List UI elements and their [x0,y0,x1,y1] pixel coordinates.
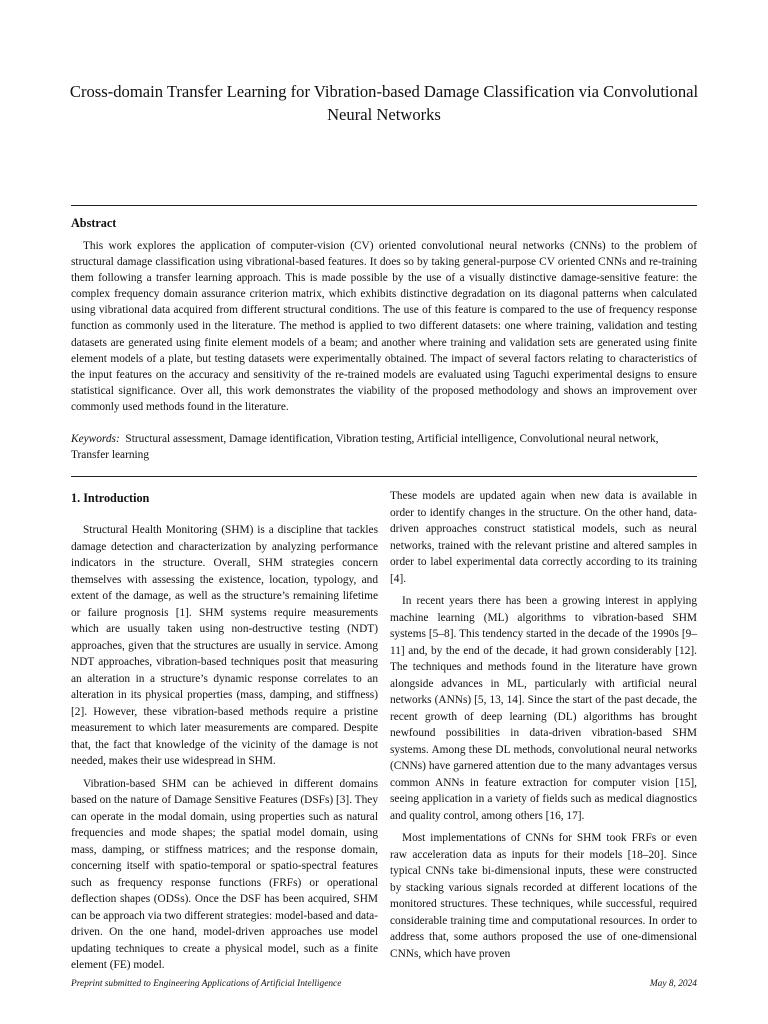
abstract-heading: Abstract [71,216,117,230]
left-column [71,488,378,980]
intro-paragraph-1: Structural Health Monitoring (SHM) is a discipline that tackles damage detection and characterization by analyzing performance indicators in the structure. Overall, SHM strategies concern themselves with assessing the existence, location, typology, and extent of the damage, as well as the structure’s remaining lifetime or failure prognosis [1]. SHM systems require measurements which are usually taken using non-destructive testing (NDT) approaches, given that the structures are usually in service. Among NDT approaches, vibration-based techniques posit that measuring an alteration in a structure’s dynamic response correlates to an alteration in its physical properties (mass, damping, and stiffness) [2]. However, these vibration-based methods require a pristine measurement to which later measurements are compared. Despite that, the fact that knowledge of the vicinity of the damage is not needed, makes their use widespread in SHM. [71,524,378,767]
intro-paragraph-3: These models are updated again when new data is available in order to identify changes in the structure. On the other hand, data-driven approaches construct statistical models, such as neural networks, trained with the relevant pristine and altered samples in order to label experimental data correctly according to its training [4]. [390,490,697,585]
top-divider [71,205,697,206]
right-column [390,488,697,968]
abstract-bottom-divider [71,476,697,477]
intro-paragraph-4: In recent years there has been a growing interest in applying machine learning (ML) algorithms to vibration-based SHM systems [5–8]. This tendency started in the decade of the 1990s [9–11] and, by the end of the decade, it had grown considerably [12]. The techniques and methods found in the literature have grown alongside advances in ML, particularly with artificial neural networks (ANNs) [5, 13, 14]. Since the start of the past decade, the recent growth of deep learning (DL) algorithms has brought newfound possibilities in data-driven vibration-based SHM systems. Among these DL methods, convolutional neural networks (CNNs) have garnered attention due to the many advantages versus common ANNs in feature extraction for computer vision [15], seeing application in a variety of fields such as medical diagnostics and quality control, among others [16, 17]. [390,595,697,822]
footer-date: May 8, 2024 [649,979,697,989]
keywords-block [71,431,697,463]
keywords-label: Keywords: [71,433,120,445]
section-heading: 1. Introduction [71,491,150,505]
intro-paragraph-2: Vibration-based SHM can be achieved in different domains based on the nature of Damage Sensitive Features (DSFs) [3]. They can operate in the modal domain, using properties such as natural frequencies and mode shapes; the spatial model domain, using mass, damping, or stiffness matrices; and the response domain, concerning itself with spatio-temporal or spatio-spectral features such as frequency response functions (FRFs) or operational deflection shapes (ODSs). Once the DSF has been acquired, SHM can be approach via two different strategies: model-based and data-driven. On the one hand, model-driven approaches use model updating techniques to create a physical model, such as a finite element (FE) model. [71,777,378,971]
footer-preprint-note: Preprint submitted to Engineering Applications of Artificial Intelligence [71,979,342,989]
intro-paragraph-5: Most implementations of CNNs for SHM took FRFs or even raw acceleration data as inputs for their models [18–20]. Since typical CNNs take bi-dimensional inputs, these were constructed by stacking various signals recorded at different locations of the monitored structures. These techniques, while successful, required considerable training time and computational resources. In order to address that, some authors proposed the use of one-dimensional CNNs, which have proven [390,832,697,960]
paper-title: Cross-domain Transfer Learning for Vibration-based Damage Classification via Convolutional Neural Networks [69,82,699,124]
abstract-text: This work explores the application of computer-vision (CV) oriented convolutional neural networks (CNNs) to the problem of structural damage classification using vibrational-based features. It does so by taking general-purpose CV oriented CNNs and re-training them following a transfer learning approach. This is made possible by the use of a visually distinctive damage-sensitive feature: the complex frequency domain assurance criterion matrix, which exhibits distinctive degradation on its diagonal patterns when calculated using vibrational data acquired from different structural conditions. The use of this feature is compared to the use of frequency response function as commonly used in the literature. The method is applied to two different datasets: one where training, validation and testing datasets are generated using finite element models of a beam; and another where training and validation sets are generated using finite element models of a plate, but testing datasets were experimentally obtained. The impact of several factors relating to characteristics of the input features on the accuracy and sensitivity of the re-trained models are evaluated using Taguchi experimental designs to ensure statistical significance. Over all, this work demonstrates the viability of the proposed methodology and shows an improvement over commonly used methods found in the literature. [71,240,697,413]
keywords-text: Structural assessment, Damage identification, Vibration testing, Artificial intelligence, Convolutional neural network, Transfer learning [71,433,659,462]
